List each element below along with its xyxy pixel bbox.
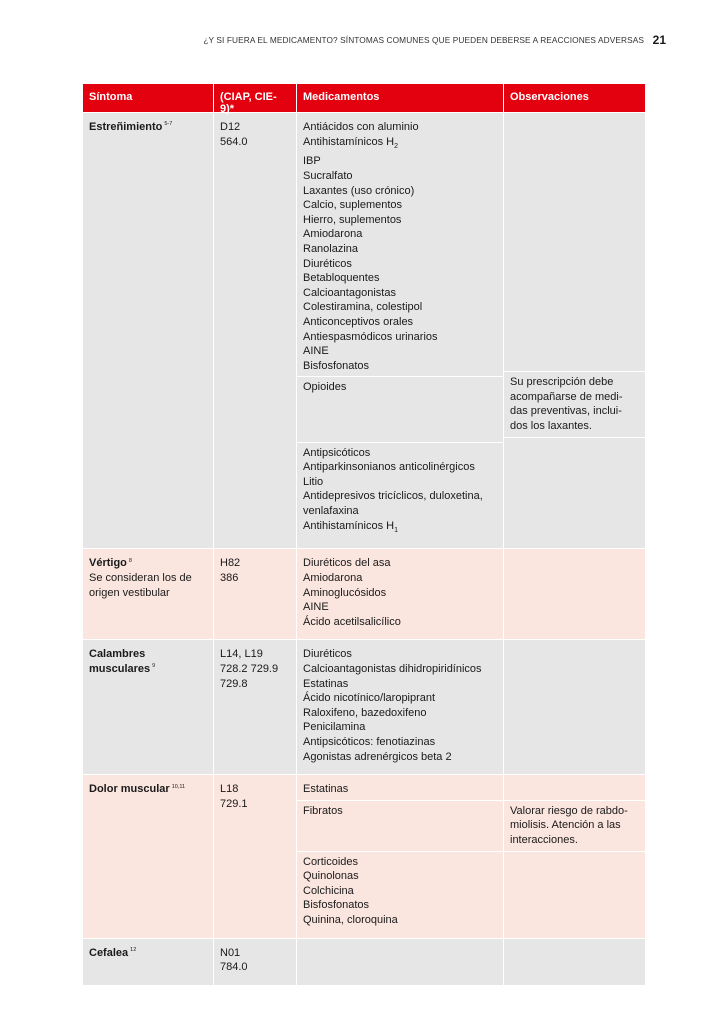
drug-item: Estatinas: [303, 783, 349, 796]
observation-text: Valorar riesgo de rabdo-: [510, 804, 628, 817]
column-header-symptom: Síntoma: [83, 84, 214, 112]
drug-segment: [297, 801, 503, 851]
drug-item: Corticoides: [303, 855, 359, 868]
drug-item: Diuréticos del asa: [303, 557, 391, 570]
drug-item: Raloxifeno, bazedoxifeno: [303, 706, 427, 719]
drug-segment: [297, 549, 503, 639]
code: H82: [220, 557, 241, 570]
drug-item: Bisfosfonatos: [303, 359, 370, 372]
drug-item: Amiodarona: [303, 228, 363, 241]
observation-segment: [504, 801, 645, 851]
drug-segment: [297, 939, 503, 985]
drug-item: Colestiramina, colestipol: [303, 301, 423, 314]
table-row: [83, 112, 645, 548]
observation-segment: [504, 775, 645, 800]
symptom-cell: [83, 113, 214, 548]
drug-item: Anticonceptivos orales: [303, 315, 414, 328]
symptom-name: Calambres musculares: [89, 648, 151, 676]
table-row: [83, 639, 645, 774]
drug-item: Colchicina: [303, 884, 354, 897]
drug-item: venlafaxina: [303, 505, 359, 518]
drug-item: Agonistas adrenérgicos beta 2: [303, 750, 452, 763]
column-header-observations: Observaciones: [510, 91, 589, 103]
observation-text: Su prescripción debe: [510, 376, 614, 389]
table-row: [83, 774, 645, 937]
code: 784.0: [220, 961, 248, 974]
drugs-cell: [297, 775, 504, 937]
drug-segment: [297, 640, 503, 774]
observation-text: dos los laxantes.: [510, 419, 592, 432]
symptom-note: origen vestibular: [89, 586, 170, 599]
observation-segment: [504, 372, 645, 436]
symptom-name: Cefalea: [89, 946, 129, 959]
code: 386: [220, 572, 239, 585]
drug-item: Ranolazina: [303, 242, 359, 255]
reference-superscript: 12: [130, 946, 137, 953]
drug-item: Bisfosfonatos: [303, 899, 370, 912]
code: L18: [220, 783, 239, 796]
symptom-note: Se consideran los de: [89, 572, 192, 585]
drug-item: Quinolonas: [303, 870, 359, 883]
drug-item: Quinina, cloroquina: [303, 913, 398, 926]
column-header-drugs: Medicamentos: [297, 84, 504, 112]
observations-cell: [504, 640, 645, 774]
observation-segment: [504, 640, 645, 774]
drug-item: Antipsicóticos: fenotiazinas: [303, 735, 436, 748]
drug-item: Antihistamínicos $H_2$: [303, 135, 398, 150]
drug-item: Antiespasmódicos urinarios: [303, 330, 438, 343]
drug-item: Antiácidos con aluminio: [303, 121, 419, 133]
observation-text: miolisis. Atención a las: [510, 819, 621, 832]
observation-segment: [504, 939, 645, 985]
code: 729.1: [220, 797, 248, 810]
observation-text: acompañarse de medi-: [510, 390, 623, 403]
reference-superscript: 9: [152, 663, 156, 670]
drug-item: Diuréticos: [303, 648, 352, 661]
drug-item: Penicilamina: [303, 721, 366, 734]
observations-cell: [504, 939, 645, 985]
observations-cell: [504, 775, 645, 937]
drug-item: AINE: [303, 601, 329, 614]
drug-item: AINE: [303, 345, 329, 358]
observations-cell: [504, 113, 645, 548]
drugs-cell: [297, 640, 504, 774]
drugs-cell: [297, 549, 504, 639]
symptom-cell: [83, 549, 214, 639]
reference-superscript: 10,11: [171, 783, 186, 790]
drug-item: Estatinas: [303, 677, 349, 690]
drug-item: Calcioantagonistas dihidropiridínicos: [303, 663, 482, 676]
codes-cell: [214, 775, 297, 937]
column-header-codes: (CIAP, CIE-9)*: [214, 84, 297, 112]
observation-segment: [504, 852, 645, 938]
table-header: [83, 84, 645, 115]
code: 729.8: [220, 677, 248, 690]
drug-item: Calcio, suplementos: [303, 199, 403, 212]
drug-item: Laxantes (uso crónico): [303, 184, 415, 197]
observation-text: interacciones.: [510, 834, 578, 846]
drugs-cell: [297, 113, 504, 548]
drug-item: Antidepresivos tricíclicos, duloxetina,: [303, 490, 483, 503]
drug-item: Aminoglucósidos: [303, 586, 387, 599]
code: D12: [220, 121, 241, 133]
drug-item: Hierro, suplementos: [303, 213, 402, 226]
running-head: [0, 33, 728, 49]
drug-item: Litio: [303, 475, 324, 488]
drug-segment: [297, 377, 503, 441]
observations-cell: [504, 549, 645, 639]
codes-cell: [214, 113, 297, 548]
symptom-cell: [83, 640, 214, 774]
observation-text: das preventivas, inclui-: [510, 405, 622, 418]
drug-item: Antipsicóticos: [303, 446, 371, 459]
codes-cell: [214, 939, 297, 985]
drug-segment: [297, 443, 503, 549]
reference-superscript: 8: [128, 557, 132, 564]
table-body: [83, 112, 645, 985]
page-number: 21: [652, 33, 666, 47]
drug-item: Antihistamínicos $H_1$: [303, 519, 398, 534]
drugs-cell: [297, 939, 504, 985]
symptom-table: [83, 84, 645, 985]
code: 564.0: [220, 135, 248, 148]
codes-cell: [214, 549, 297, 639]
symptom-cell: [83, 939, 214, 985]
code: N01: [220, 946, 241, 959]
symptom-name: Dolor muscular: [89, 783, 170, 796]
drug-item: Antiparkinsonianos anticolinérgicos: [303, 461, 475, 474]
symptom-name: Vértigo: [89, 557, 127, 570]
drug-item: Betabloquentes: [303, 272, 380, 285]
symptom-name: Estreñimiento: [89, 121, 163, 133]
codes-cell: [214, 640, 297, 774]
drug-segment: [297, 852, 503, 938]
running-title: ¿Y SI FUERA EL MEDICAMENTO? SÍNTOMAS COMUNES QUE PUEDEN DEBERSE A REACCIONES ADVERSAS: [203, 35, 644, 45]
drug-item: Sucralfato: [303, 169, 353, 182]
drug-segment: [297, 775, 503, 800]
drug-item: Ácido nicotínico/laropiprant: [303, 692, 436, 705]
drug-item: Fibratos: [303, 804, 343, 817]
drug-segment: [297, 113, 503, 376]
drug-item: Calcioantagonistas: [303, 286, 396, 299]
drug-item: Diuréticos: [303, 257, 352, 270]
reference-superscript: 5-7: [164, 121, 173, 128]
drug-item: Opioides: [303, 381, 347, 394]
symptom-cell: [83, 775, 214, 937]
code: 728.2 729.9: [220, 663, 279, 676]
drug-item: Ácido acetilsalicílico: [303, 615, 401, 628]
drug-item: IBP: [303, 155, 321, 168]
table-row: [83, 938, 645, 985]
code: L14, L19: [220, 648, 263, 661]
table-row: [83, 548, 645, 639]
drug-item: Amiodarona: [303, 572, 363, 585]
observation-segment: [504, 438, 645, 539]
observation-segment: [504, 549, 645, 639]
observation-segment: [504, 113, 645, 371]
